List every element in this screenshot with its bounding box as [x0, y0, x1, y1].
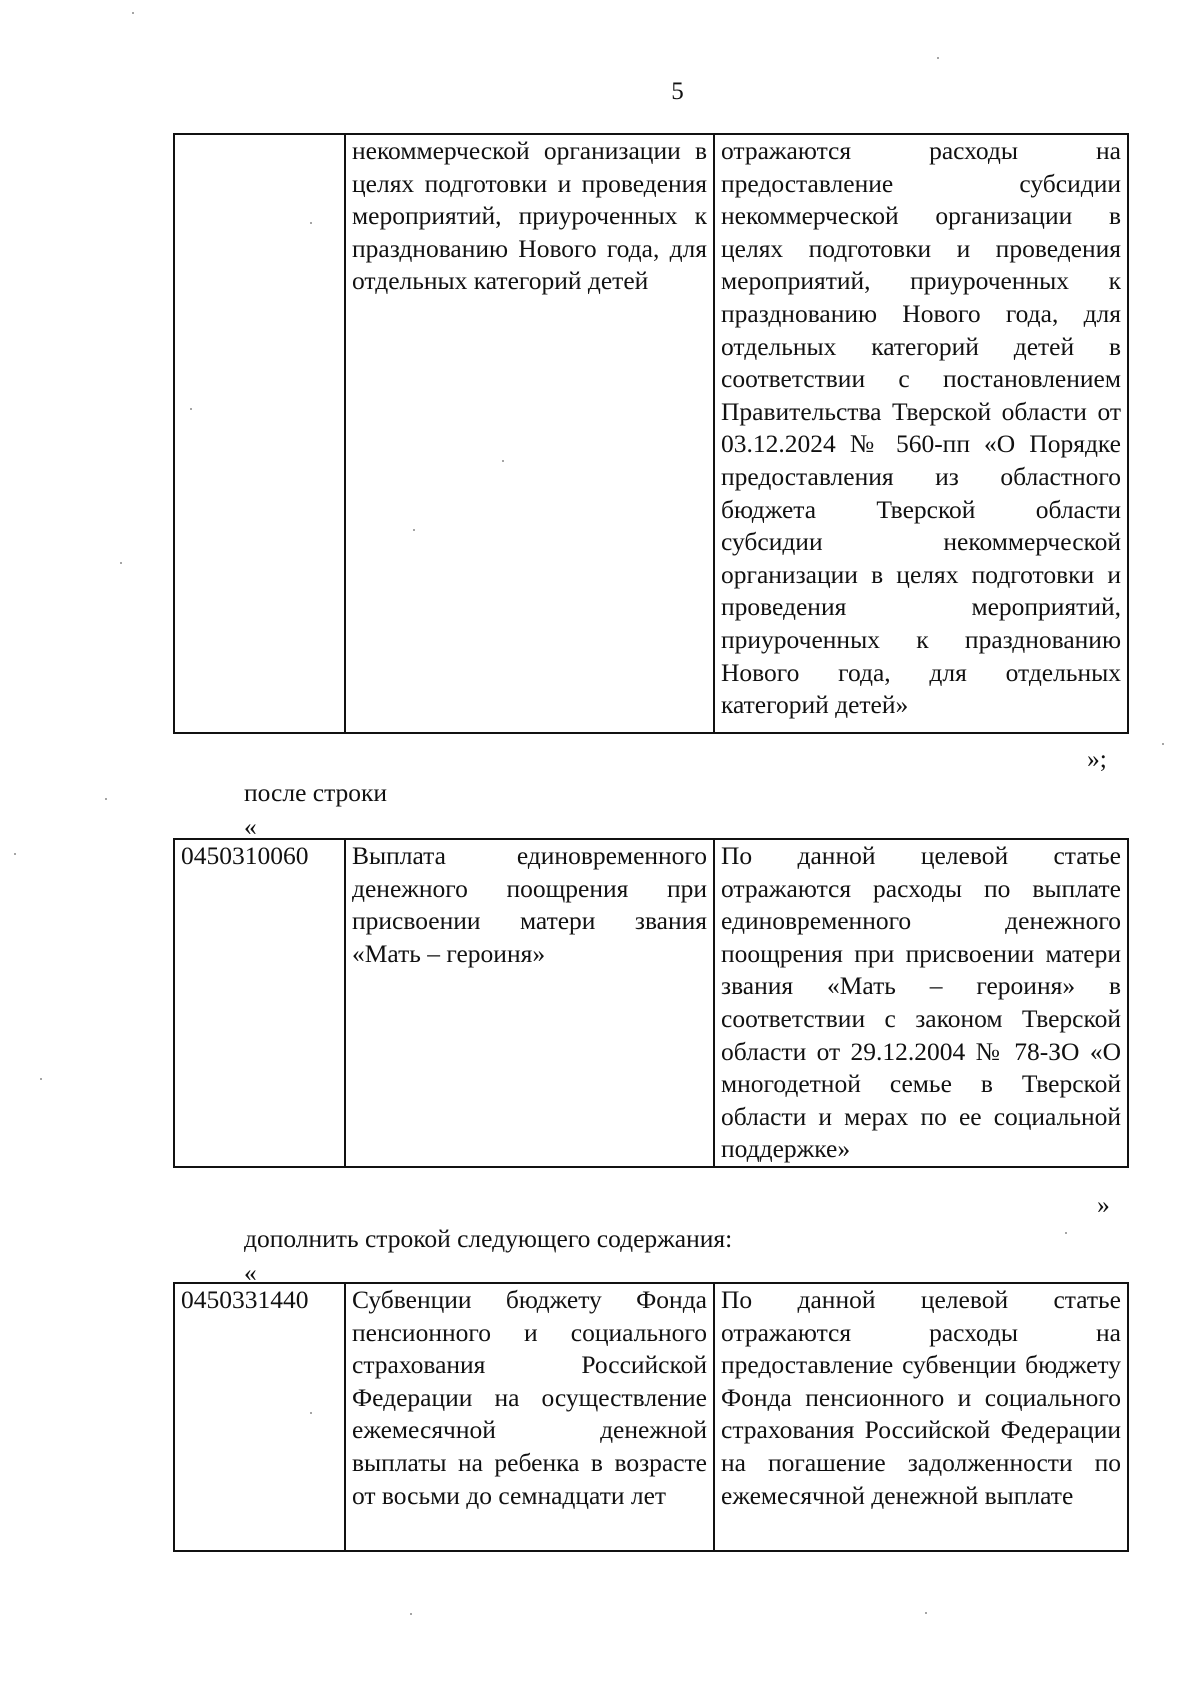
article-description-cell: По данной целевой статье отражаются расходы по выплате единовременного денежного поощрения при присвоении матери звания «Мать – героиня» в соответствии с законом Тверской области от 29.12.2004 № 78-ЗО «О многодетной семье в Тверской области и мерах по ее социальной поддержке» — [714, 839, 1128, 1167]
table-row — [174, 839, 1128, 1167]
article-name-cell: Субвенции бюджету Фонда пенсионного и социального страхования Российской Федерации на осуществление ежемесячной денежной выплаты на ребенка в возрасте от восьми до семнадцати лет — [345, 1283, 714, 1551]
target-article-table-new-row — [173, 1282, 1129, 1552]
scan-speck — [14, 853, 16, 855]
page-number: 5 — [671, 78, 684, 105]
scan-speck — [1162, 743, 1164, 745]
code-cell: 0450331440 — [174, 1283, 345, 1551]
opening-quote: « — [244, 1258, 257, 1287]
article-name-cell: некоммерческой организации в целях подготовки и проведения мероприятий, приуроченных к празднованию Нового года, для отдельных категорий детей — [345, 134, 714, 733]
target-article-table-continued — [173, 133, 1129, 734]
scan-speck — [120, 562, 122, 564]
article-description-cell: отражаются расходы на предоставление субсидии некоммерческой организации в целях подготовки и проведения мероприятий, приуроченных к празднованию Нового года, для отдельных категорий детей в соответствии с постановлением Правительства Тверской области от 03.12.2024 № 560-пп «О Порядке предоставления из областного бюджета Тверской области субсидии некоммерческой организации в целях подготовки и проведения мероприятий, приуроченных к празднованию Нового года, для отдельных категорий детей» — [714, 134, 1128, 733]
scan-speck — [132, 12, 134, 14]
instruction-text-add-row: дополнить строкой следующего содержания: — [244, 1224, 733, 1253]
scan-speck — [40, 1078, 42, 1080]
code-cell — [174, 134, 345, 733]
opening-quote: « — [244, 812, 257, 841]
scan-speck — [105, 798, 107, 800]
article-name-cell: Выплата единовременного денежного поощрения при присвоении матери звания «Мать – героиня» — [345, 839, 714, 1167]
closing-quote: »; — [1087, 744, 1107, 773]
code-cell: 0450310060 — [174, 839, 345, 1167]
closing-quote: » — [1097, 1190, 1110, 1219]
table-row — [174, 134, 1128, 733]
instruction-text-after-row: после строки — [244, 778, 388, 807]
scan-speck — [1065, 1232, 1067, 1234]
scan-speck — [502, 460, 504, 462]
target-article-table-existing-row — [173, 838, 1129, 1168]
table-row — [174, 1283, 1128, 1551]
article-description-cell: По данной целевой статье отражаются расходы на предоставление субвенции бюджету Фонда пенсионного и социального страхования Российской Федерации на погашение задолженности по ежемесячной денежной выплате — [714, 1283, 1128, 1551]
scan-speck — [937, 57, 939, 59]
scan-speck — [413, 529, 415, 531]
scan-speck — [310, 222, 312, 224]
scan-speck — [410, 1613, 412, 1615]
scan-speck — [925, 1612, 927, 1614]
scan-speck — [190, 408, 192, 410]
scan-speck — [310, 1412, 312, 1414]
